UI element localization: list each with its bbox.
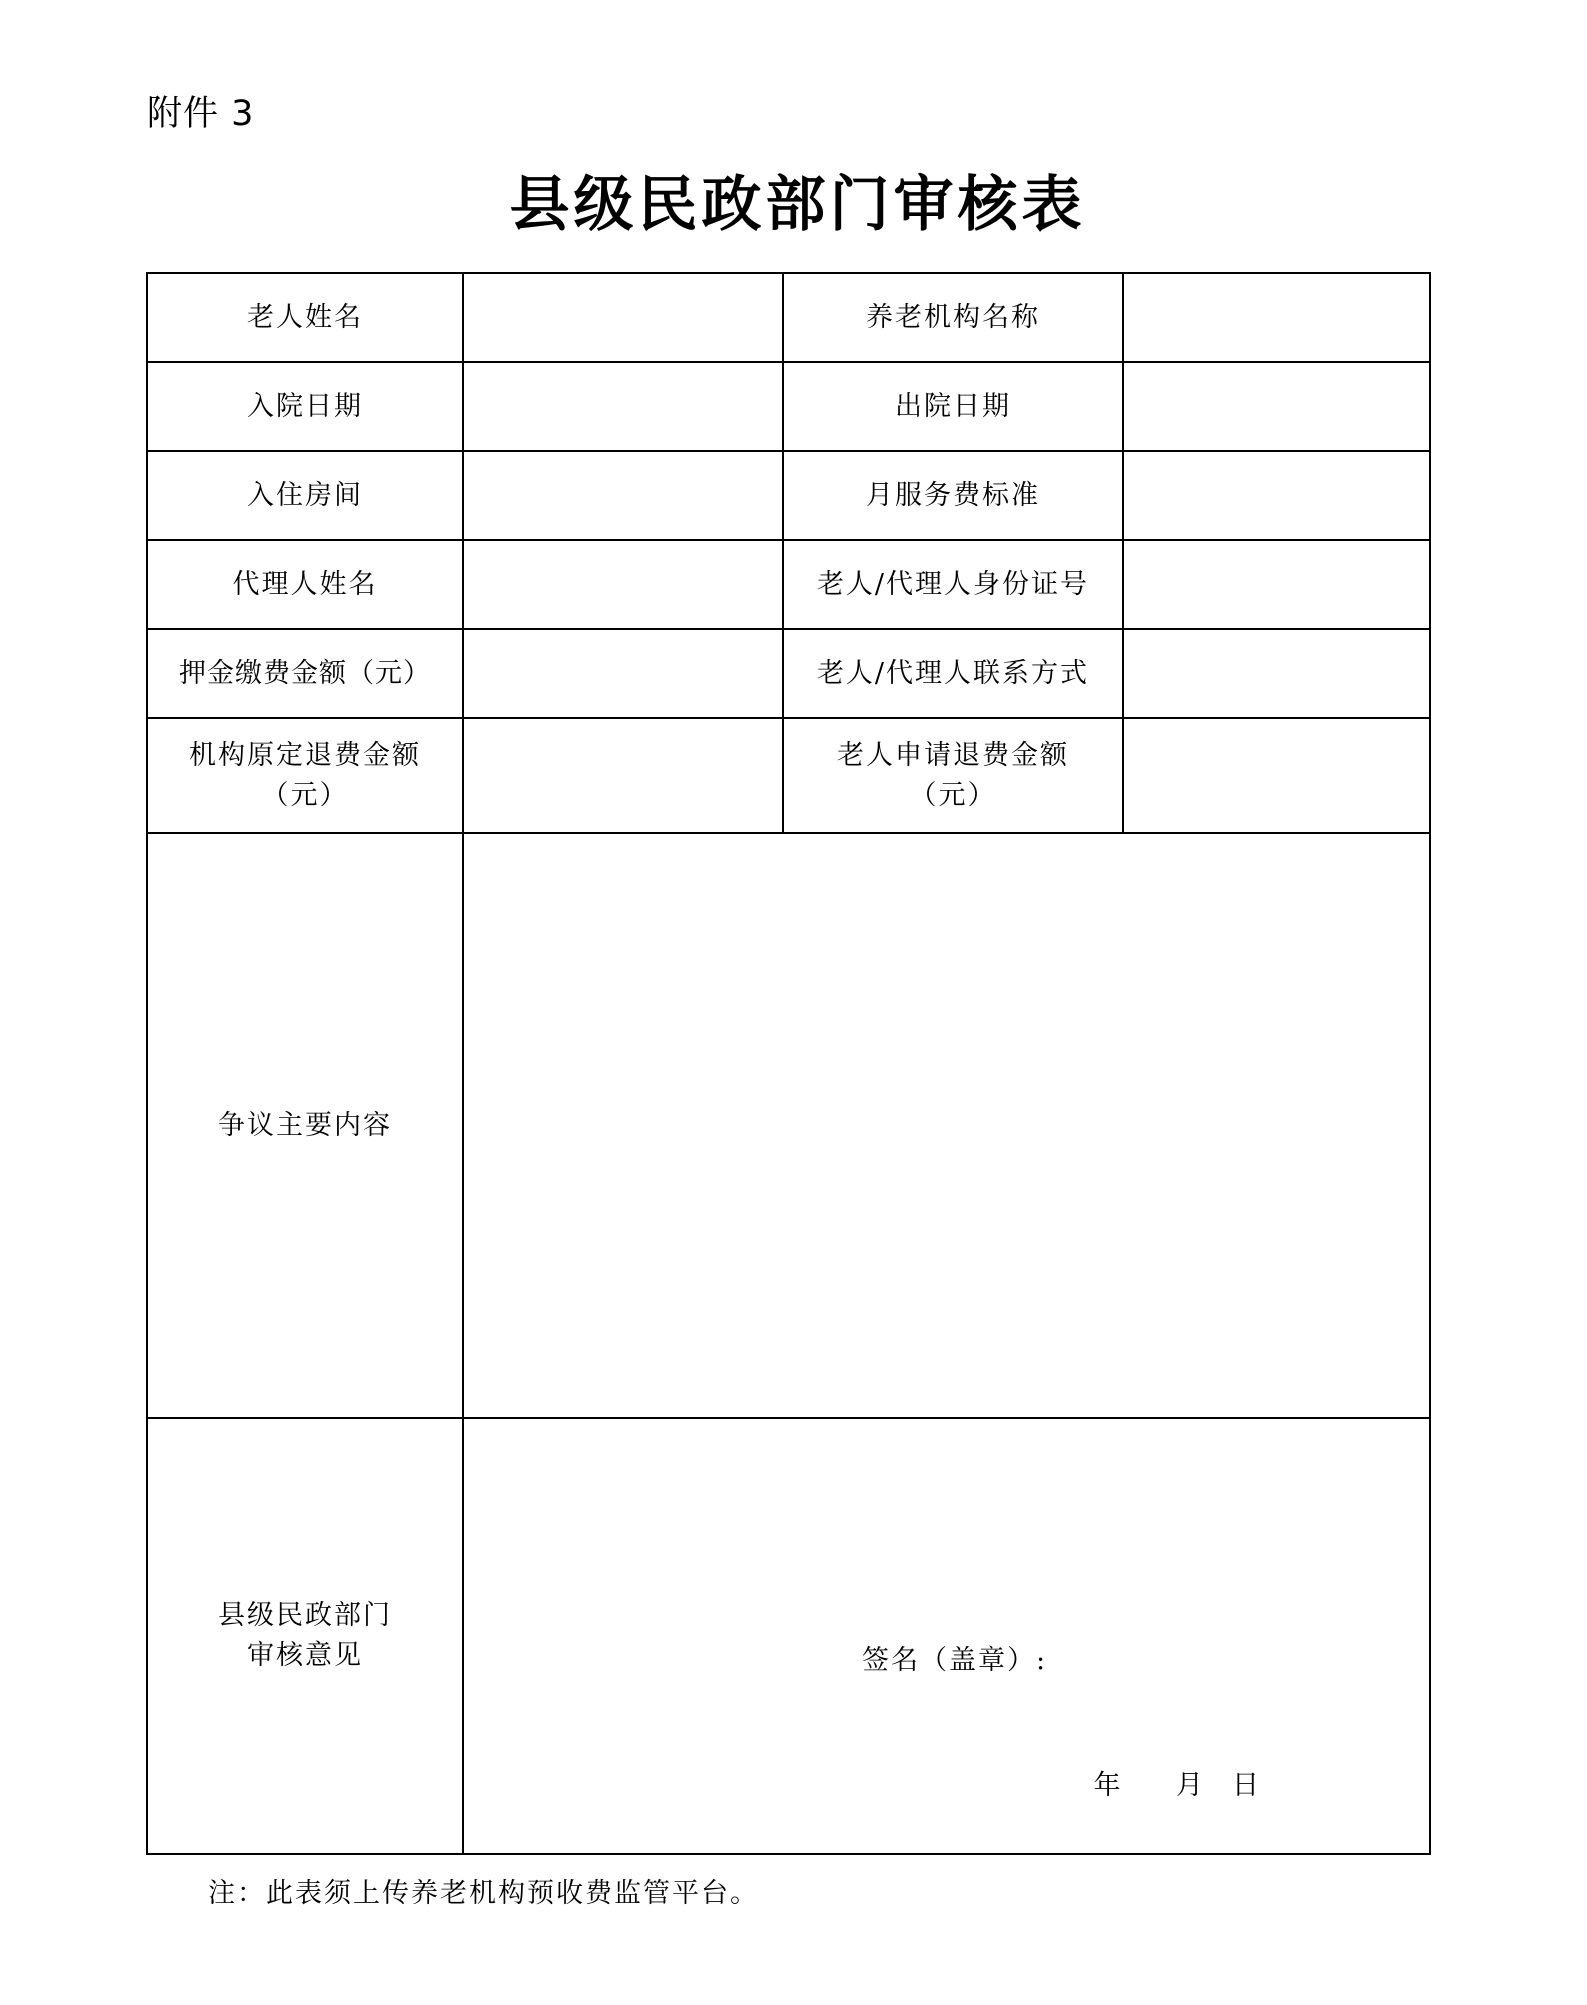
signature-label: 签名（盖章）:: [862, 1645, 1048, 1676]
label-review-line2: 审核意见: [247, 1640, 363, 1671]
label-id-number: 老人/代理人身份证号: [783, 540, 1123, 629]
field-deposit-amount[interactable]: [463, 629, 783, 718]
label-room: 入住房间: [147, 451, 463, 540]
date-line: [1067, 1766, 1261, 1806]
label-requested-refund-line2: （元）: [909, 779, 997, 811]
label-review-opinion: [147, 1418, 463, 1854]
label-contact: 老人/代理人联系方式: [783, 629, 1123, 718]
field-dispute-content[interactable]: [463, 833, 1430, 1418]
label-institution-name: 养老机构名称: [783, 273, 1123, 362]
field-original-refund[interactable]: [463, 718, 783, 833]
label-review-line1: 县级民政部门: [218, 1600, 392, 1631]
field-discharge-date[interactable]: [1123, 362, 1430, 451]
form-row-agent: [147, 540, 1430, 629]
label-deposit-amount: 押金缴费金额（元）: [147, 629, 463, 718]
page-title: 县级民政部门审核表: [509, 170, 1086, 240]
label-elder-name: 老人姓名: [147, 273, 463, 362]
form-row-dispute: [147, 833, 1430, 1418]
review-content-area[interactable]: [464, 1419, 1429, 1853]
label-requested-refund-line1: 老人申请退费金额: [837, 739, 1069, 771]
field-institution-name[interactable]: [1123, 273, 1430, 362]
field-agent-name[interactable]: [463, 540, 783, 629]
footer-note: 注：此表须上传养老机构预收费监管平台。: [208, 1878, 759, 1909]
field-contact[interactable]: [1123, 629, 1430, 718]
field-requested-refund[interactable]: [1123, 718, 1430, 833]
form-row-room: [147, 451, 1430, 540]
date-month-label: 月: [1176, 1770, 1205, 1801]
form-row-deposit: [147, 629, 1430, 718]
label-original-refund-line2: （元）: [261, 779, 349, 811]
label-monthly-fee: 月服务费标准: [783, 451, 1123, 540]
label-original-refund: [147, 718, 463, 833]
label-dispute: 争议主要内容: [147, 833, 463, 1418]
field-id-number[interactable]: [1123, 540, 1430, 629]
label-admission-date: 入院日期: [147, 362, 463, 451]
field-elder-name[interactable]: [463, 273, 783, 362]
field-review-opinion[interactable]: [463, 1418, 1430, 1854]
label-requested-refund: [783, 718, 1123, 833]
field-monthly-fee[interactable]: [1123, 451, 1430, 540]
form-row-review: [147, 1418, 1430, 1854]
form-row-elder-name: [147, 273, 1430, 362]
label-original-refund-line1: 机构原定退费金额: [189, 739, 421, 771]
label-discharge-date: 出院日期: [783, 362, 1123, 451]
form-row-dates: [147, 362, 1430, 451]
field-admission-date[interactable]: [463, 362, 783, 451]
form-row-refund: [147, 718, 1430, 833]
review-form-table: [146, 272, 1431, 1855]
field-room[interactable]: [463, 451, 783, 540]
date-year-label: 年: [1093, 1770, 1123, 1801]
label-agent-name: 代理人姓名: [147, 540, 463, 629]
date-day-label: 日: [1232, 1770, 1261, 1801]
attachment-label: 附件 3: [147, 94, 255, 134]
